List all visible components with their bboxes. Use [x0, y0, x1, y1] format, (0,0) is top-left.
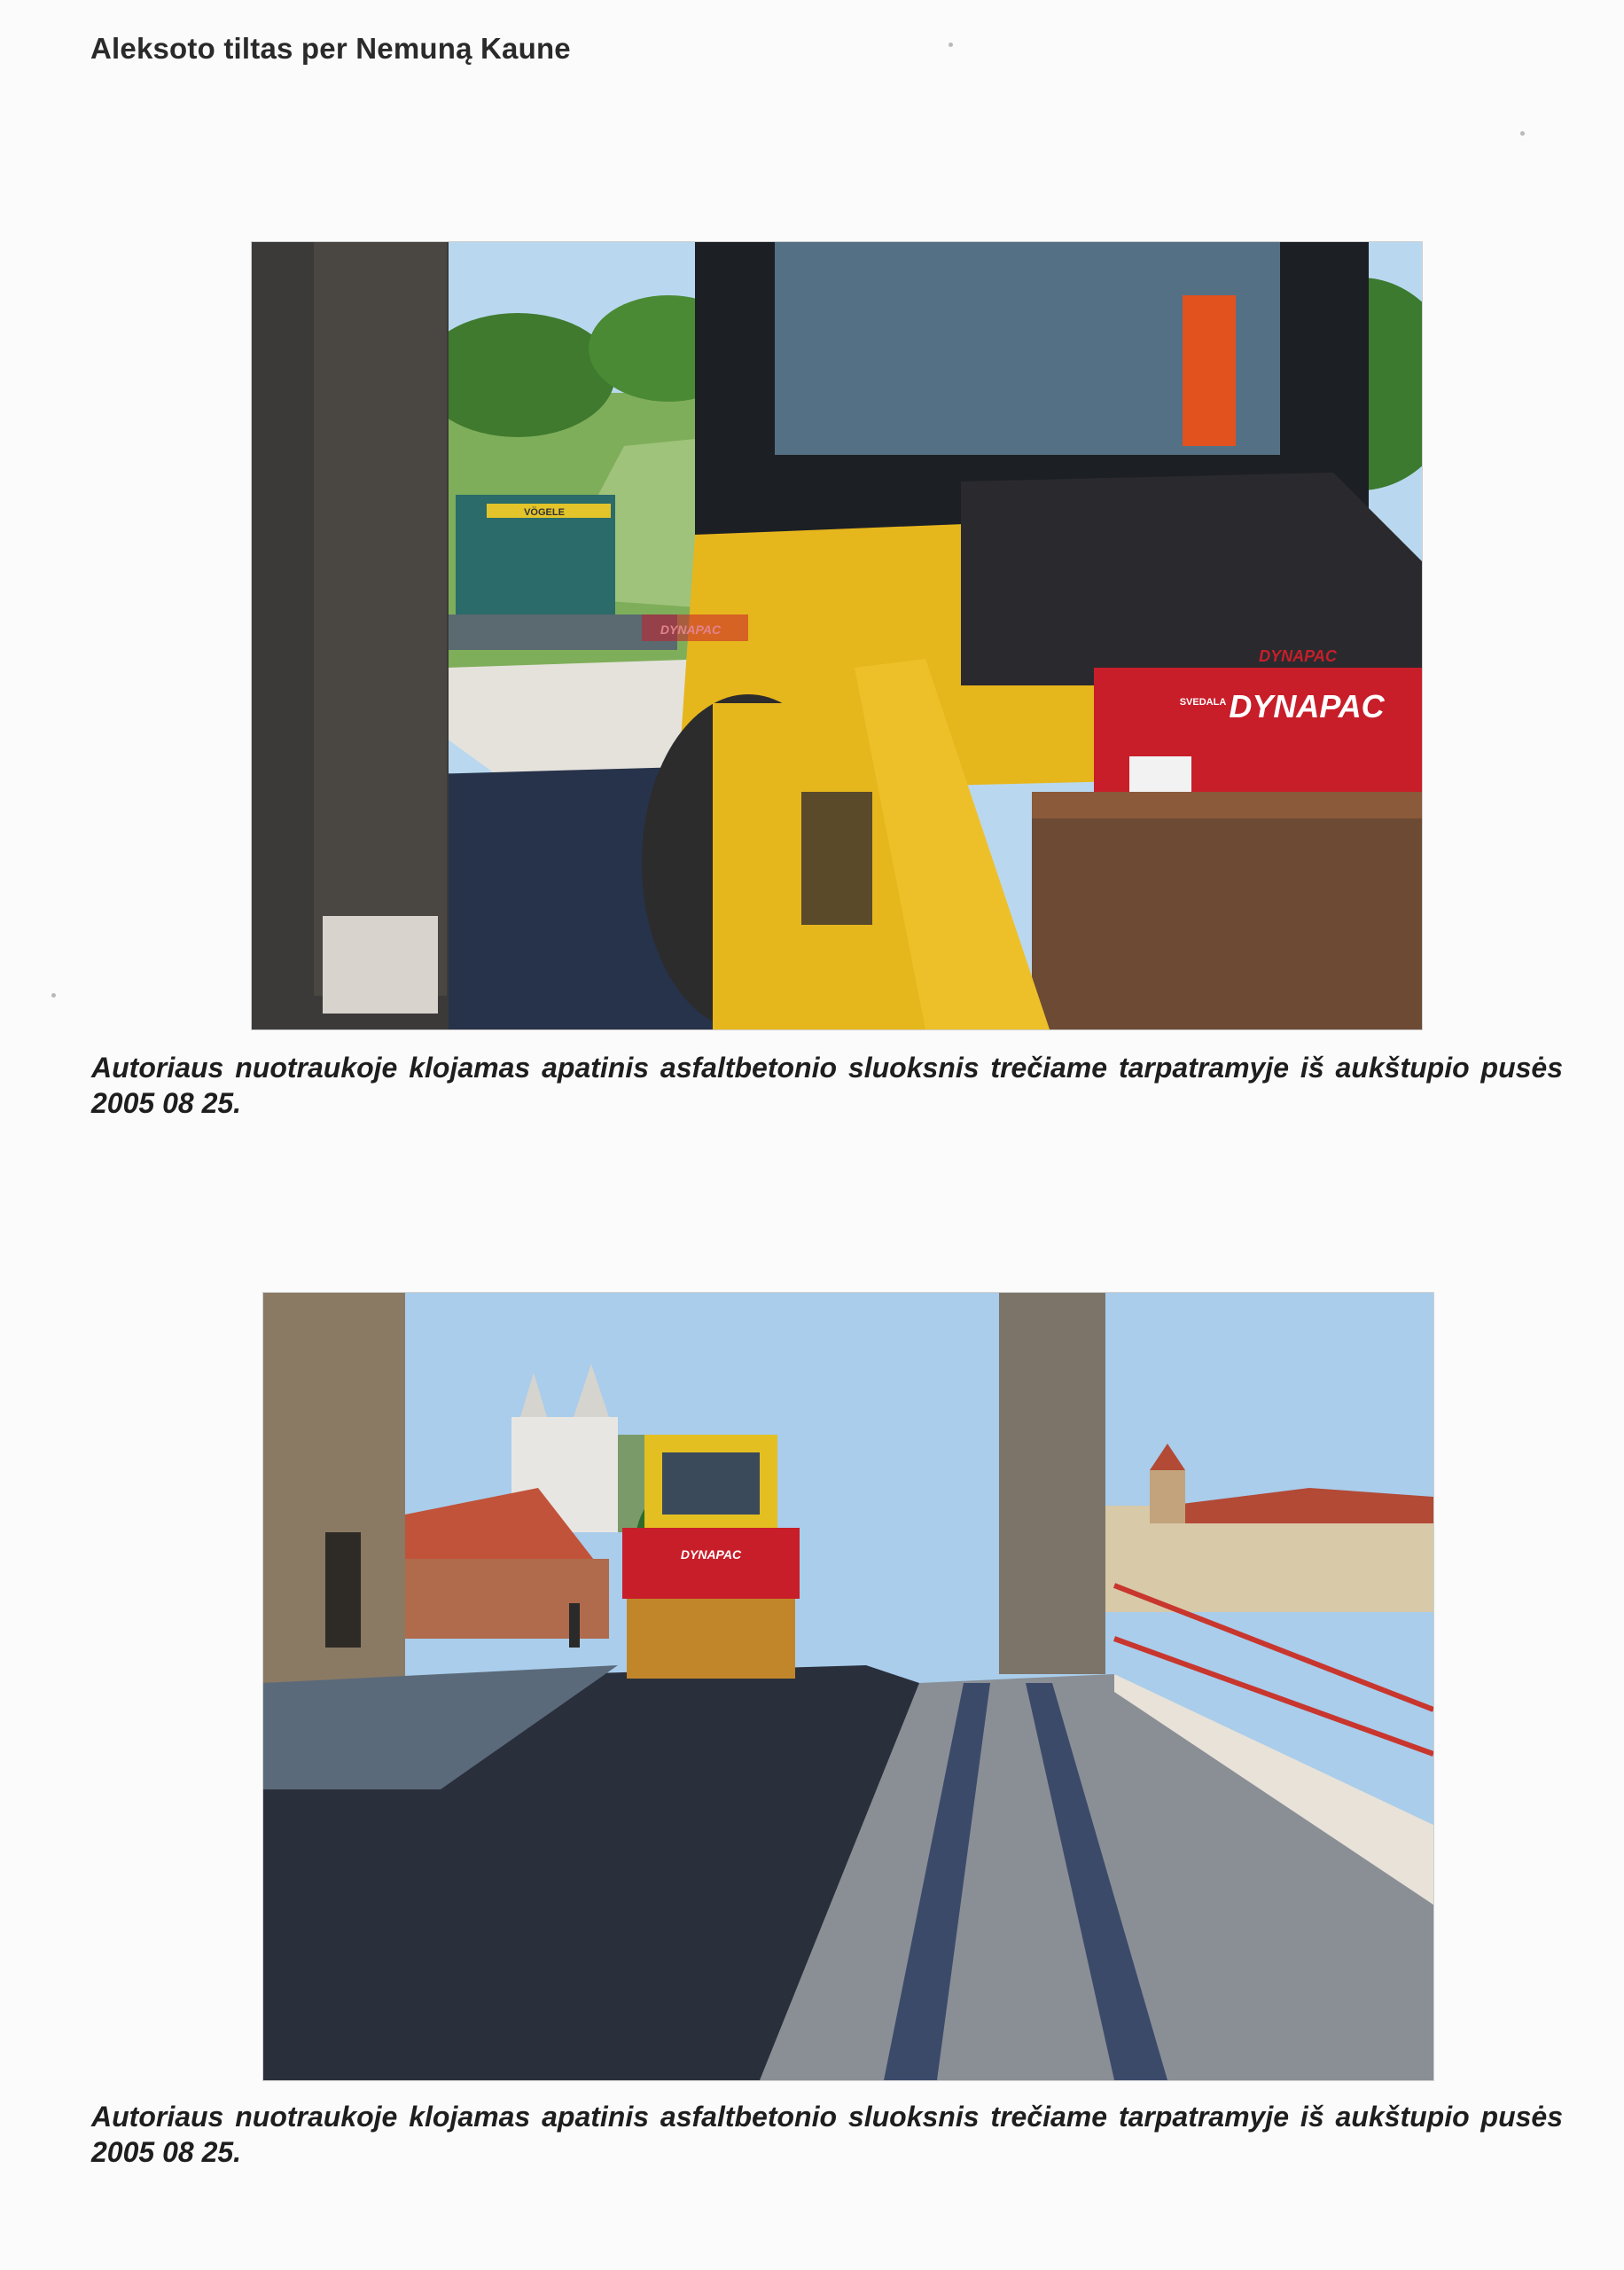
paver-brand: VÖGELE [524, 507, 565, 518]
roller-hood-brand: DYNAPAC [1259, 647, 1337, 665]
scan-speck [1520, 131, 1525, 136]
photo-roller-closeup-drawing [252, 242, 1422, 1029]
page-title: Aleksoto tiltas per Nemuną Kaune [90, 32, 571, 65]
photo-bridge-deck [262, 1292, 1434, 2081]
roller-brand: DYNAPAC [680, 1547, 742, 1562]
roller-front-brand: DYNAPAC [1229, 688, 1385, 724]
photo-1-caption: Autoriaus nuotraukoje klojamas apatinis asfaltbetonio sluoksnis trečiame tarpatramyje iš aukštupio pusės 2005 08 25. [91, 1052, 1563, 1119]
roller-small-brand: SVEDALA [1179, 697, 1227, 708]
photo-roller-closeup [251, 241, 1423, 1030]
photo-2-caption: Autoriaus nuotraukoje klojamas apatinis asfaltbetonio sluoksnis trečiame tarpatramyje iš aukštupio pusės 2005 08 25. [91, 2101, 1563, 2168]
scan-speck [51, 993, 56, 998]
photo-bridge-deck-drawing [263, 1293, 1433, 2080]
scan-speck [949, 43, 953, 47]
